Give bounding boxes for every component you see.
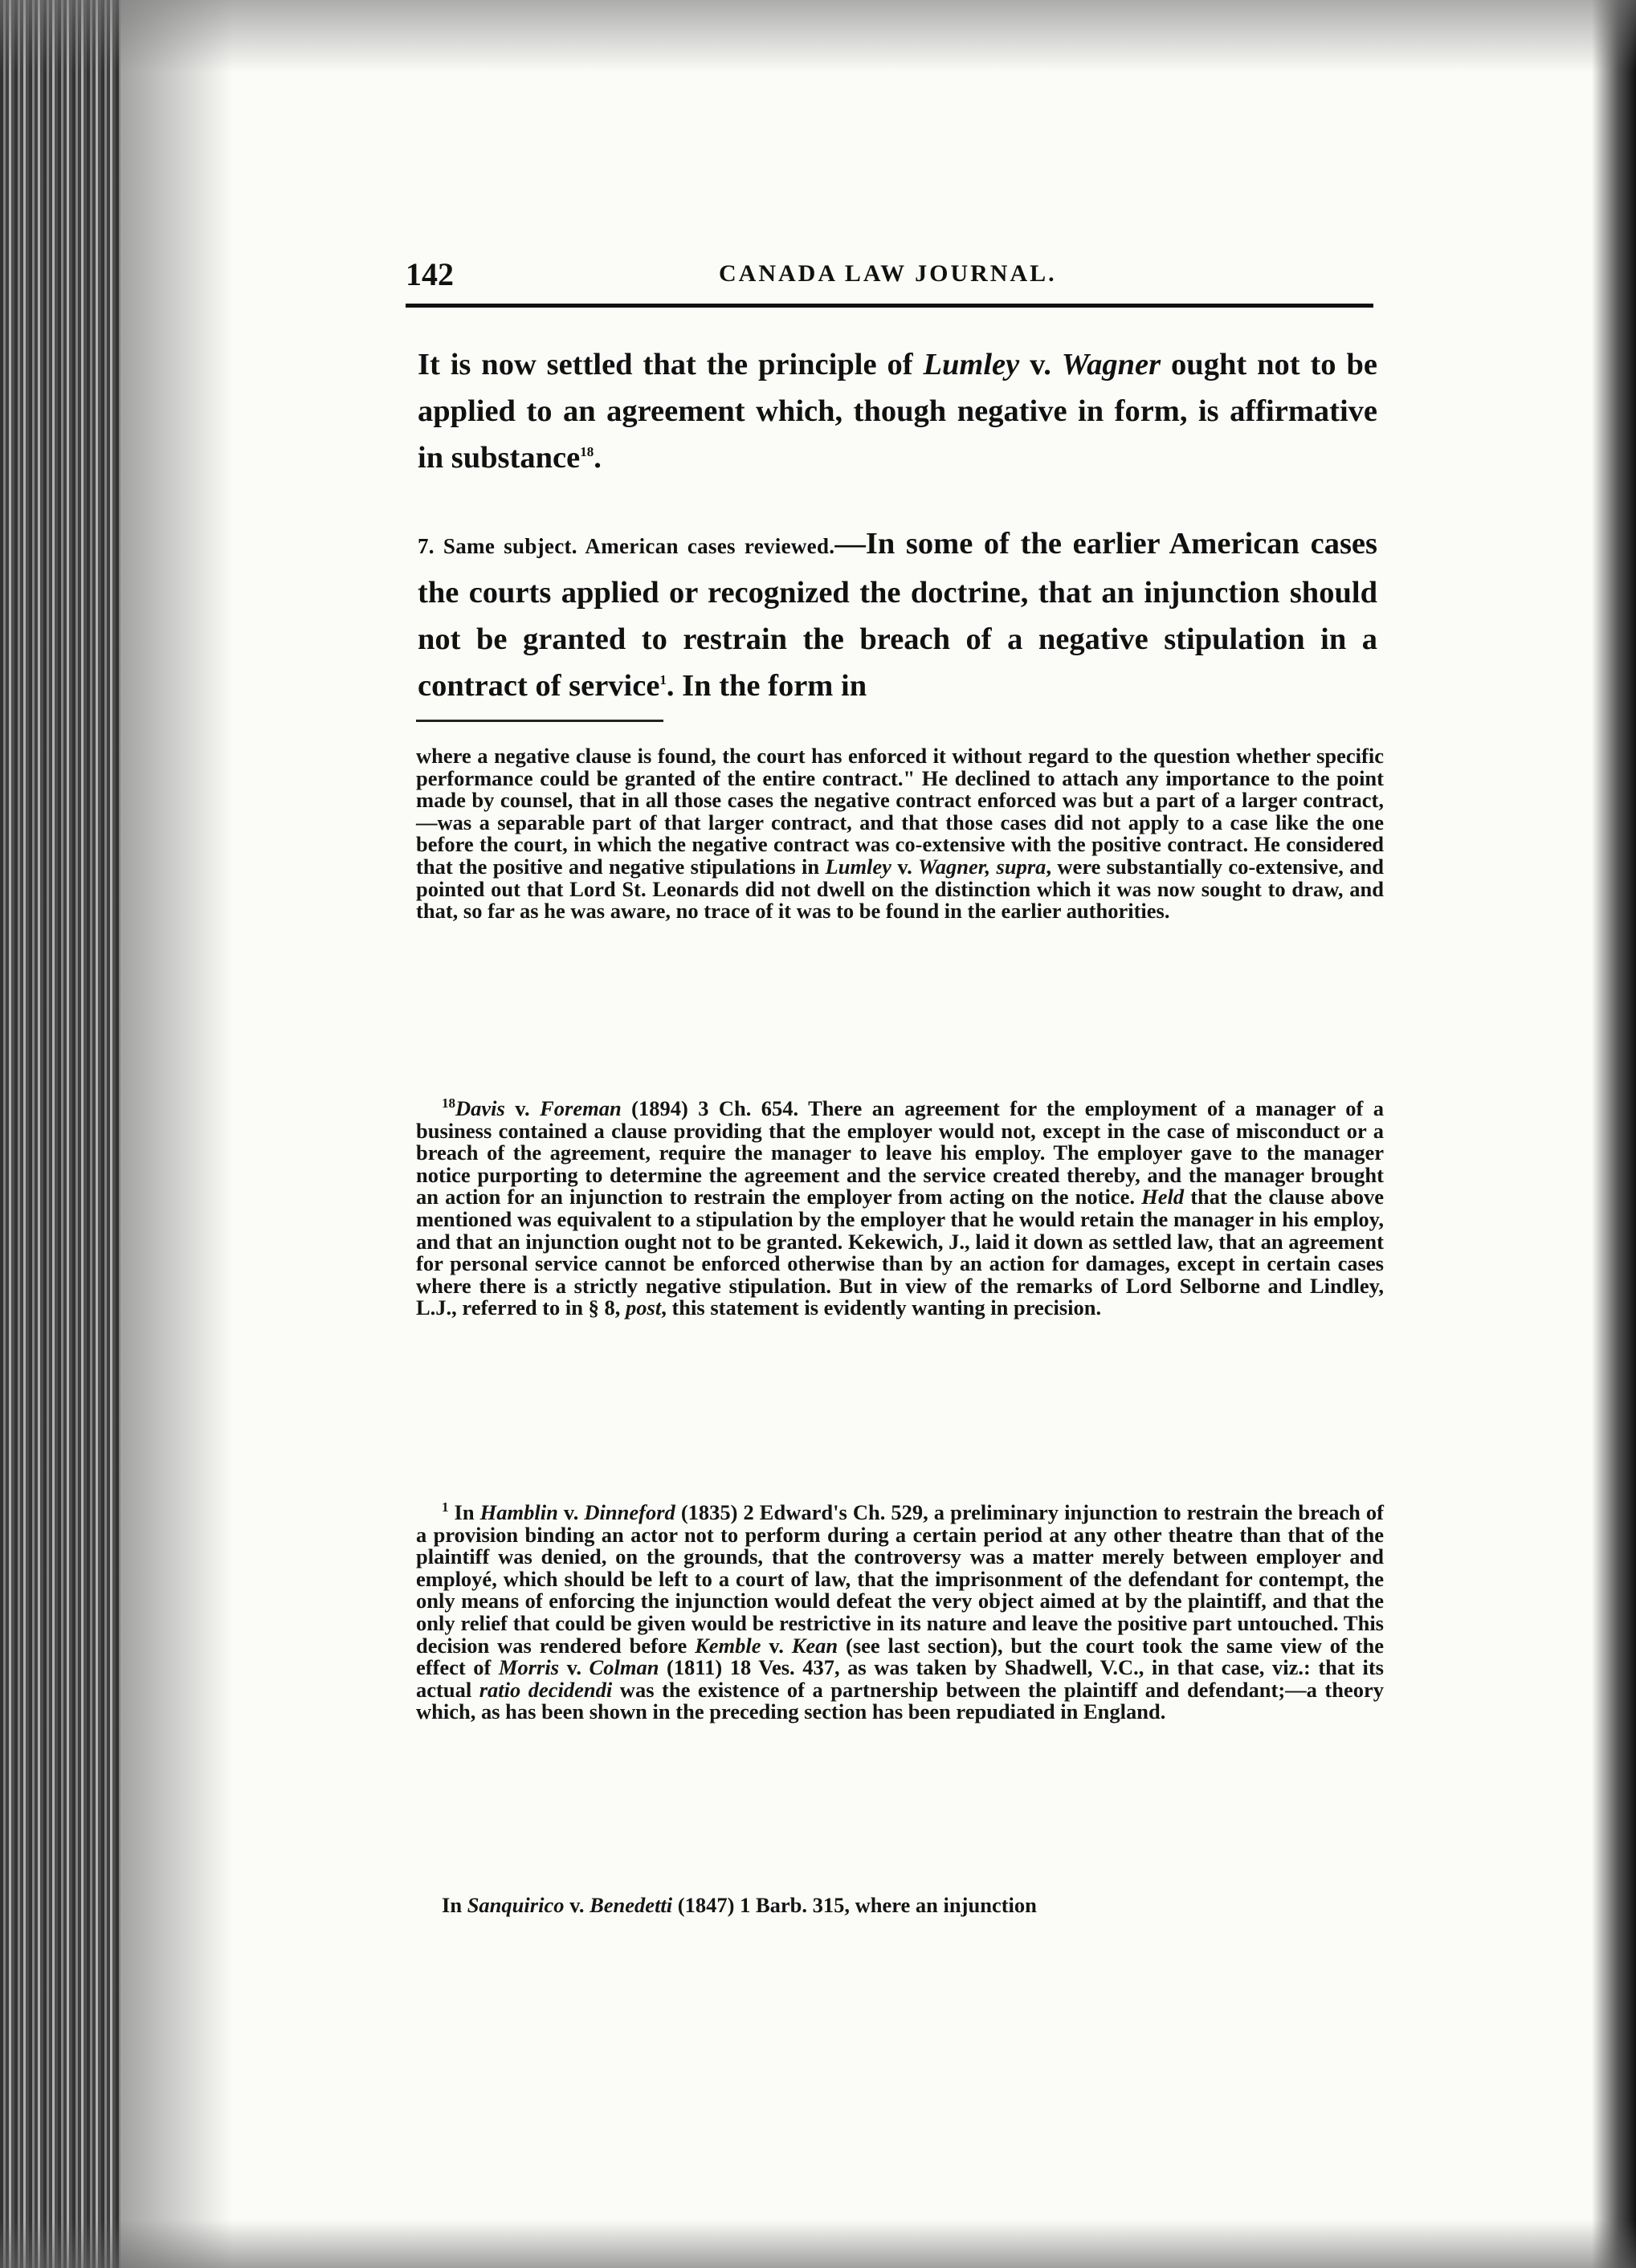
text: v. [504,1096,541,1120]
text: (1811) 18 Ves. 437, as was taken by Shadwell, V.C., in that case, viz.: that its actual [416,1655,1384,1702]
case-name: Sanquirico [467,1893,565,1917]
text: (see last section), but the court took the same view of the effect of [416,1633,1384,1680]
text: In some of the earlier American cases the courts applied or recognized the doctrine, that an injunction should not be granted to restrain the breach of a negative stipulation in a contract of service [418,527,1377,703]
bottom-page-edge [0,2220,1636,2268]
text: v. [891,854,919,879]
text: In [448,1500,480,1524]
footnote-1-continued [416,1895,1384,1917]
case-name: Foreman [540,1096,622,1120]
case-name: Hamblin [479,1500,558,1524]
latin-phrase: ratio decidendi [479,1677,613,1702]
footnote-ref: 18 [580,444,594,460]
text: (1894) 3 Ch. 654. There an agreement for the employment of a manager of a business contained a clause providing that the employer would not, except in the case of misconduct or a breach of the agreement, require the manager to leave his employ. The employer gave to the manager notice purporting to determine the agreement and the service created thereby, and the manager brought an action for an injunction to restrain the employer from acting on the notice. [416,1096,1384,1209]
text: v. [559,1655,590,1680]
case-name: Wagner, supra [918,854,1046,879]
footnote-continuation [416,745,1384,923]
header-rule [406,304,1373,308]
journal-title: CANADA LAW JOURNAL. [719,260,1057,287]
case-name: Benedetti [590,1893,673,1917]
text: was the existence of a partnership between the plaintiff and defendant;—a theory which, as has been shown in the preceding section has been repudiated in England. [416,1677,1384,1724]
case-name: Morris [498,1655,560,1680]
footnote-marker: 18 [442,1095,455,1112]
case-name: Wagner [1061,348,1161,381]
dash: — [834,527,866,561]
text: , were substantially co-extensive, and pointed out that Lord St. Leonards did not dwell on the distinction which it was now sought to draw, and that, so far as he was aware, no trace of it was to be found in the earlier authorities. [416,854,1385,924]
text: (1847) 1 Barb. 315, where an injunction [672,1893,1037,1917]
text: . [594,441,602,475]
text: v. [1019,348,1062,381]
text: In [442,1893,467,1917]
text: v. [761,1633,792,1658]
footnote-rule [416,720,663,722]
text: ought not to be applied to an agreement which, though negative in form, is affirmative in substance [418,348,1377,475]
text: where a negative clause is found, the court has enforced it without regard to the question whether specific performance could be granted of the entire contract." He declined to attach any importance to the point made by counsel, that in all those cases the negative contract enforced was but a part of a larger contract,—was a separable part of that larger contract, and that those cases did not apply to a case like the one before the court, in which the negative contract was co-extensive with the positive contract. He considered that the positive and negative stipulations in [416,744,1384,879]
post-label: post [626,1295,662,1320]
text: . In the form in [666,669,867,703]
case-name: Kemble [695,1633,761,1658]
running-head [406,255,1377,304]
case-name: Dinneford [584,1500,675,1524]
case-name: Lumley [923,348,1020,381]
case-name: Lumley [825,854,891,879]
footnote-18 [416,1095,1385,1320]
footnote-ref: 1 [659,672,667,688]
body-paragraph-1 [418,341,1377,481]
case-name: Kean [791,1633,838,1658]
body-paragraph-2 [418,520,1377,709]
case-name: Colman [589,1655,659,1680]
text: It is now settled that the principle of [418,348,924,381]
text: , this statement is evidently wanting in precision. [661,1295,1102,1320]
text: v. [564,1893,590,1917]
top-page-edge [0,0,1636,72]
text: that the clause above mentioned was equivalent to a stipulation by the employer that he would retain the manager in his employ, and that an injunction ought not to be granted. Kekewich, J., laid it down as settled law, that an agreement for personal service cannot be enforced otherwise than by an action for damages, except in certain cases where there is a strictly negative stipulation. But in view of the remarks of Lord Selborne and Lindley, L.J., referred to in § 8, [416,1185,1385,1320]
right-page-edge [1592,0,1636,2268]
text: v. [557,1500,585,1524]
case-name: Davis [455,1096,505,1120]
section-heading: 7. Same subject. American cases reviewed. [418,534,835,558]
binding-shadow-fade [120,0,233,2268]
text: (1835) 2 Edward's Ch. 529, a preliminary injunction to restrain the breach of a provision binding an actor not to perform during a certain period at any other theatre than that of the plaintiff was denied, on the grounds, that the controversy was a matter merely between employer and employé, which should be left to a court of law, that the imprisonment of the defendant for contempt, the only means of enforcing the injunction would defeat the very object aimed at by the plaintiff, and that the only relief that could be given would be restrictive in its nature and leave the positive part untouched. This decision was rendered before [416,1500,1384,1658]
footnote-marker: 1 [442,1499,449,1515]
footnote-1 [416,1499,1384,1724]
held-label: Held [1141,1185,1185,1209]
binding-shadow [0,0,120,2268]
page-number: 142 [406,256,454,292]
